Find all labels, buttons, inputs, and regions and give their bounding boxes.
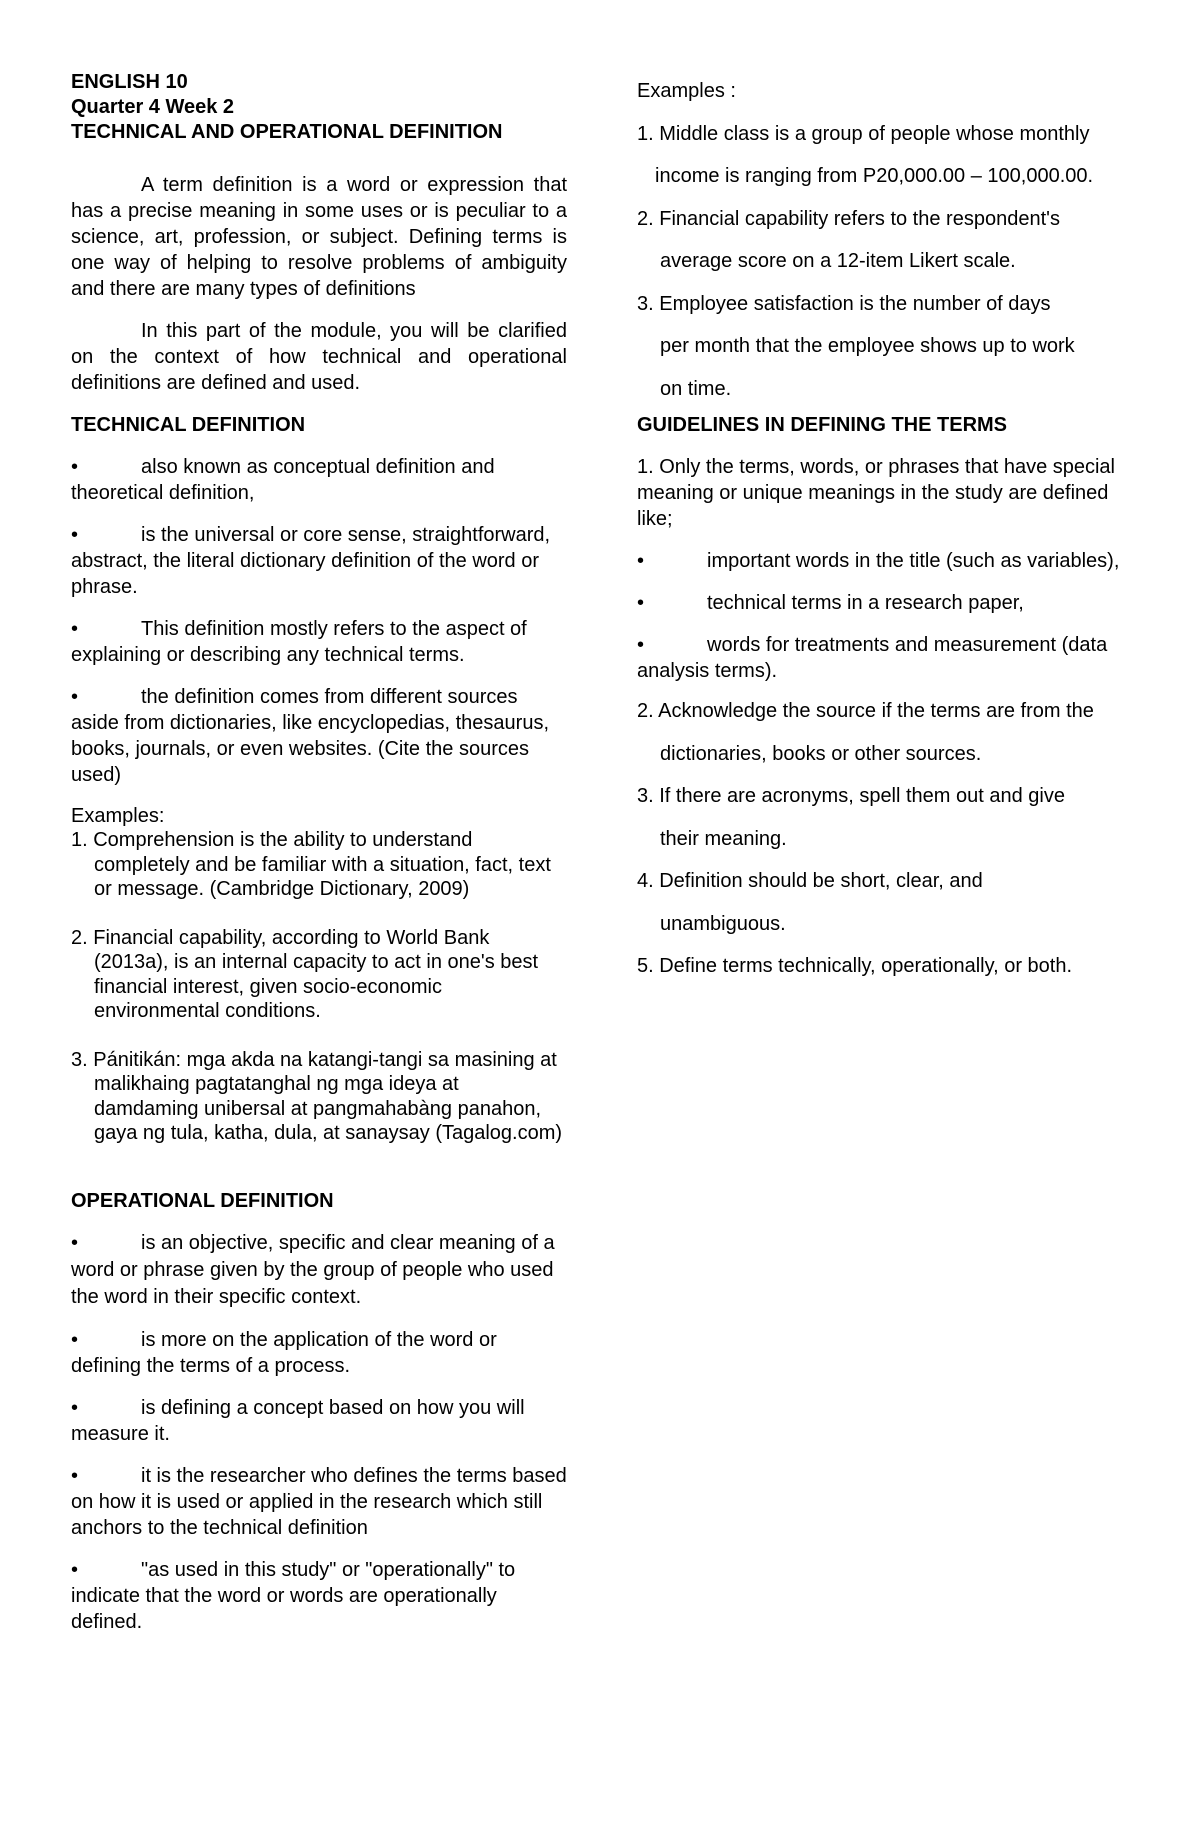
subject-title: ENGLISH 10 <box>71 71 188 93</box>
bullet-text: it is the researcher who defines the terms based on how it is used or applied in the research which still anchors to the technical definition <box>71 1464 567 1539</box>
operational-bullet <box>71 1463 567 1541</box>
guideline-item-1: 1. Only the terms, words, or phrases that have special meaning or unique meanings in the study are defined like; <box>637 456 1115 530</box>
bullet-icon: • <box>71 1558 79 1581</box>
example-item-3: 3. Employee satisfaction is the number of days <box>637 292 1051 315</box>
operational-bullet <box>71 1557 567 1635</box>
bullet-icon: • <box>637 592 645 614</box>
guideline-item-5: 5. Define terms technically, operationally, or both. <box>637 955 1073 977</box>
bullet-text: the definition comes from different sources aside from dictionaries, like encyclopedias, thesaurus, books, journals, or even websites. (Cite the sources used) <box>71 686 550 786</box>
bullet-text: This definition mostly refers to the aspect of explaining or describing any technical terms. <box>71 618 527 666</box>
technical-bullet <box>71 616 567 668</box>
bullet-text: words for treatments and measurement (data analysis terms). <box>637 634 1108 682</box>
bullet-icon: • <box>71 1231 79 1254</box>
bullet-text: is the universal or core sense, straightforward, abstract, the literal dictionary definition of the word or phrase. <box>71 524 551 598</box>
guideline-item-2: 2. Acknowledge the source if the terms are from the <box>637 700 1094 722</box>
example-item: 1. Comprehension is the ability to understand completely and be familiar with a situation, fact, text or message. (Cambridge Dictionary, 2009) <box>71 829 551 900</box>
bullet-text: "as used in this study" or "operationally" to indicate that the word or words are operationally defined. <box>71 1558 516 1633</box>
example-item: 2. Financial capability, according to World Bank (2013a), is an internal capacity to act in one's best financial interest, given socio-economic environmental conditions. <box>71 926 539 1022</box>
operational-bullet <box>71 1395 567 1447</box>
bullet-icon: • <box>71 618 79 640</box>
operational-bullet <box>71 1230 567 1311</box>
bullet-icon: • <box>71 1464 79 1487</box>
bullet-icon: • <box>71 456 79 478</box>
example-item-1: 1. Middle class is a group of people whose monthly <box>637 122 1090 145</box>
bullet-icon: • <box>71 1396 79 1419</box>
guideline-item-4-continued: unambiguous. <box>660 912 786 935</box>
guideline-item-2-continued: dictionaries, books or other sources. <box>660 742 982 765</box>
example-item-2-continued: average score on a 12-item Likert scale. <box>660 250 1016 272</box>
bullet-text: important words in the title (such as variables), <box>707 550 1120 572</box>
example-item: 3. Pánitikán: mga akda na katangi-tangi sa masining at malikhaing pagtatanghal ng mga ideya at damdaming unibersal at pangmahabàng panahon, gaya ng tula, katha, dula, at sanaysay (Tagalog.com) <box>71 1048 563 1144</box>
example-item-3-continued-2: on time. <box>660 377 732 400</box>
intro-paragraph-1: A term definition is a word or expression that has a precise meaning in some uses or is peculiar to a science, art, profession, or subject. Defining terms is one way of helping to resolve problems of ambiguity and there are many types of definitions <box>71 174 567 300</box>
bullet-icon: • <box>637 550 645 572</box>
bullet-text: is an objective, specific and clear meaning of a word or phrase given by the group of people who used the word in their specific context. <box>71 1231 555 1308</box>
operational-bullet <box>71 1327 567 1379</box>
bullet-text: is more on the application of the word or defining the terms of a process. <box>71 1328 497 1377</box>
guideline-bullet <box>637 590 1137 616</box>
technical-definition-heading: TECHNICAL DEFINITION <box>71 414 306 436</box>
example-item-3-continued: per month that the employee shows up to work <box>660 335 1075 357</box>
bullet-icon: • <box>71 1328 79 1351</box>
quarter-week: Quarter 4 Week 2 <box>71 96 235 118</box>
bullet-icon: • <box>637 634 645 656</box>
guideline-item-4: 4. Definition should be short, clear, and <box>637 870 983 892</box>
operational-definition-heading: OPERATIONAL DEFINITION <box>71 1189 334 1212</box>
technical-bullet <box>71 522 567 600</box>
examples-label: Examples : <box>637 80 736 102</box>
right-column <box>637 70 1137 988</box>
bullet-text: technical terms in a research paper, <box>707 592 1024 614</box>
example-item-2: 2. Financial capability refers to the respondent's <box>637 207 1060 230</box>
bullet-text: also known as conceptual definition and theoretical definition, <box>71 456 495 504</box>
example-item-1-continued: income is ranging from P20,000.00 – 100,000.00. <box>655 165 1094 187</box>
examples-label: Examples: <box>71 805 165 827</box>
guideline-bullet <box>637 548 1137 574</box>
guideline-item-3-continued: their meaning. <box>660 827 787 850</box>
bullet-text: is defining a concept based on how you will measure it. <box>71 1396 525 1445</box>
left-column <box>71 70 567 1635</box>
bullet-icon: • <box>71 686 79 708</box>
guideline-bullet <box>637 632 1137 684</box>
technical-examples-list <box>71 828 567 1146</box>
intro-paragraph-2: In this part of the module, you will be clarified on the context of how technical and operational definitions are defined and used. <box>71 320 567 394</box>
technical-bullet <box>71 684 567 788</box>
guideline-item-3: 3. If there are acronyms, spell them out and give <box>637 785 1065 807</box>
technical-bullet <box>71 454 567 506</box>
operational-examples <box>637 70 1137 410</box>
guidelines-heading: GUIDELINES IN DEFINING THE TERMS <box>637 414 1008 436</box>
document-title: TECHNICAL AND OPERATIONAL DEFINITION <box>71 121 503 143</box>
bullet-icon: • <box>71 524 79 546</box>
guideline-items <box>637 690 1137 988</box>
